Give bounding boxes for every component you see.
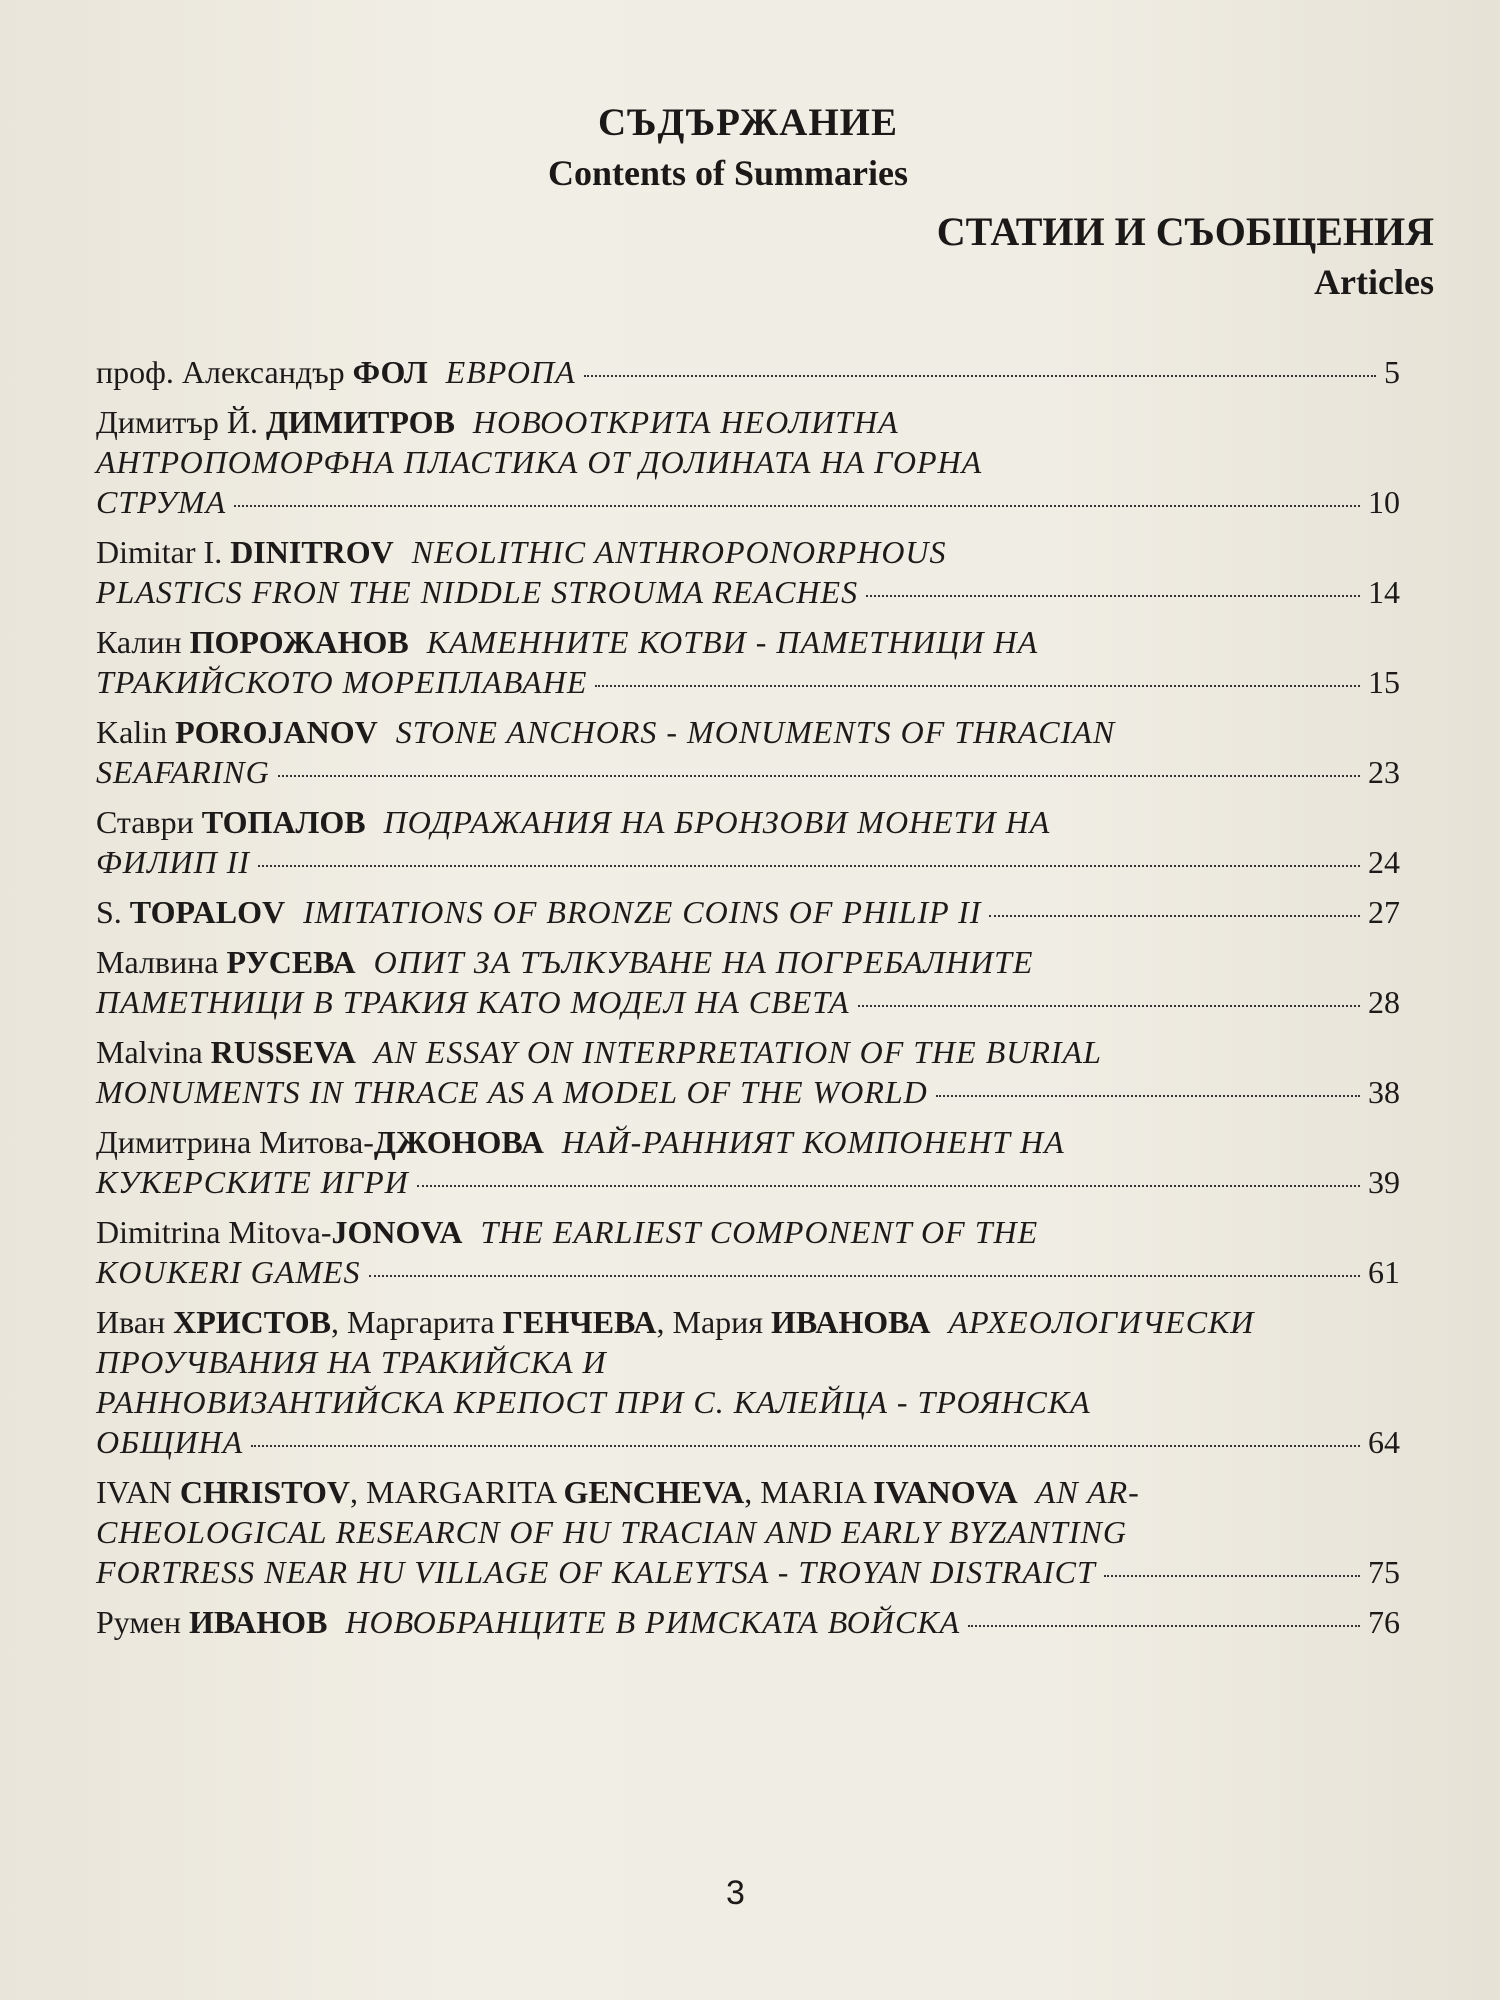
toc-entry	[96, 1122, 1400, 1202]
entry-first-line	[96, 942, 1400, 982]
entry-last-line	[96, 892, 1400, 932]
entry-page-number: 38	[1368, 1074, 1400, 1110]
entry-page-number: 61	[1368, 1254, 1400, 1290]
author-surname: ИВАНОВА	[770, 1304, 931, 1340]
author-surname: GENCHEVA	[563, 1474, 745, 1510]
entry-first-line	[96, 622, 1400, 662]
entry-title-line: НОВООТКРИТА НЕОЛИТНА	[472, 404, 899, 440]
author-surname: ДИМИТРОВ	[265, 404, 455, 440]
section-heading-english: Articles	[1314, 262, 1434, 302]
entry-last-line	[96, 482, 1400, 522]
entry-page-number: 64	[1368, 1424, 1400, 1460]
author-surname: ИВАНОВ	[188, 1604, 328, 1640]
author-surname: CHRISTOV	[179, 1474, 350, 1510]
dot-leader	[234, 505, 1360, 507]
entry-page-number: 28	[1368, 984, 1400, 1020]
entry-authors	[96, 714, 378, 750]
author-given-name: Калин	[96, 624, 190, 660]
author-surname: ПОРОЖАНОВ	[189, 624, 409, 660]
author-given-name: , Мария	[656, 1304, 771, 1340]
entry-title-line: КУКЕРСКИТЕ ИГРИ	[96, 1164, 409, 1200]
entry-page-number: 39	[1368, 1164, 1400, 1200]
entry-page-number: 24	[1368, 844, 1400, 880]
author-surname: ТОПАЛОВ	[201, 804, 366, 840]
entry-first-line	[96, 532, 1400, 572]
toc-entry	[96, 802, 1400, 882]
author-given-name: Kalin	[96, 714, 176, 750]
section-heading: СТАТИИ И СЪОБЩЕНИЯ	[936, 209, 1434, 254]
entry-title-line: STONE ANCHORS - MONUMENTS OF THRACIAN	[395, 714, 1116, 750]
contents-title: СЪДЪРЖАНИЕ	[598, 101, 899, 144]
entry-title-line: ОБЩИНА	[96, 1424, 244, 1460]
author-surname: ХРИСТОВ	[173, 1304, 331, 1340]
entry-authors	[96, 1474, 1018, 1510]
author-surname: JONOVA	[331, 1214, 463, 1250]
author-surname: ФОЛ	[352, 354, 428, 390]
entry-title: IMITATIONS OF BRONZE COINS OF PHILIP II	[303, 894, 982, 930]
entry-last-line	[96, 842, 1400, 882]
entry-last-line	[96, 352, 1400, 392]
page-number: 3	[726, 1874, 745, 1912]
entry-title-line: SEAFARING	[96, 754, 270, 790]
entry-page-number: 75	[1368, 1554, 1400, 1590]
entry-authors	[96, 404, 455, 440]
entry-authors	[96, 624, 409, 660]
entry-last-line	[96, 1422, 1400, 1462]
entry-last-line	[96, 1162, 1400, 1202]
entry-authors	[96, 894, 285, 930]
entry-authors	[96, 1304, 931, 1340]
dot-leader	[858, 1005, 1360, 1007]
entry-title-line: MONUMENTS IN THRACE AS A MODEL OF THE WORLD	[96, 1074, 928, 1110]
author-given-name: Малвина	[96, 944, 227, 980]
entry-page-number: 10	[1368, 484, 1400, 520]
author-given-name: IVAN	[96, 1474, 180, 1510]
author-surname: TOPALOV	[129, 894, 286, 930]
author-given-name: , MARIA	[744, 1474, 874, 1510]
toc-entry	[96, 352, 1400, 392]
entry-title-line: ОПИТ ЗА ТЪЛКУВАНЕ НА ПОГРЕБАЛНИТЕ	[373, 944, 1034, 980]
entry-page-number: 76	[1368, 1604, 1400, 1640]
author-surname: IVANOVA	[873, 1474, 1018, 1510]
toc-entry	[96, 1602, 1400, 1642]
author-given-name: , Маргарита	[330, 1304, 503, 1340]
entry-title-line: АНТРОПОМОРФНА ПЛАСТИКА ОТ ДОЛИНАТА НА ГОРНА	[96, 444, 983, 480]
author-surname: RUSSEVA	[210, 1034, 356, 1070]
dot-leader	[1104, 1575, 1360, 1577]
entry-authors	[96, 534, 394, 570]
entry-title-line: FORTRESS NEAR HU VILLAGE OF KALEYTSA - TROYAN DISTRAICT	[96, 1554, 1096, 1590]
entry-page-number: 27	[1368, 894, 1400, 930]
entry-title-line: ПАМЕТНИЦИ В ТРАКИЯ КАТО МОДЕЛ НА СВЕТА	[96, 984, 850, 1020]
dot-leader	[989, 915, 1360, 917]
dot-leader	[417, 1185, 1360, 1187]
entry-title-line: CHEOLOGICAL RESEARCN OF HU TRACIAN AND EARLY BYZANTING	[96, 1514, 1127, 1550]
entry-title: ЕВРОПА	[445, 354, 576, 390]
author-given-name: проф. Александър	[96, 354, 353, 390]
entry-first-line	[96, 1032, 1400, 1072]
contents-subtitle: Contents of Summaries	[548, 153, 908, 193]
author-given-name: Dimitar I.	[96, 534, 231, 570]
toc-entry	[96, 942, 1400, 1022]
toc-entry	[96, 532, 1400, 612]
entry-first-line	[96, 1122, 1400, 1162]
author-given-name: S.	[96, 894, 130, 930]
dot-leader	[968, 1625, 1360, 1627]
entry-first-line	[96, 1212, 1400, 1252]
author-surname: ГЕНЧЕВА	[502, 1304, 657, 1340]
entry-authors	[96, 1214, 463, 1250]
entry-last-line	[96, 982, 1400, 1022]
author-given-name: Димитър Й.	[96, 404, 266, 440]
entry-title-line: PLASTICS FRON THE NIDDLE STROUMA REACHES	[96, 574, 859, 610]
entry-title-line: АРХЕОЛОГИЧЕСКИ ПРОУЧВАНИЯ НА ТРАКИЙСКА И	[96, 1304, 1255, 1380]
entry-last-line	[96, 1252, 1400, 1292]
entry-first-line	[96, 402, 1400, 442]
entry-title-line: NEOLITHIC ANTHROPONORPHOUS	[411, 534, 947, 570]
entry-title-line: СТРУМА	[96, 484, 227, 520]
entry-authors	[96, 1034, 356, 1070]
dot-leader	[258, 865, 1360, 867]
entry-title-line: НАЙ-РАННИЯТ КОМПОНЕНТ НА	[561, 1124, 1065, 1160]
dot-leader	[584, 375, 1376, 377]
author-given-name: Ставри	[96, 804, 202, 840]
dot-leader	[251, 1445, 1360, 1447]
entry-first-line	[96, 1302, 1400, 1382]
author-surname: РУСЕВА	[226, 944, 356, 980]
entry-last-line	[96, 1072, 1400, 1112]
toc-entry	[96, 1302, 1400, 1462]
entry-last-line	[96, 662, 1400, 702]
dot-leader	[866, 595, 1360, 597]
dot-leader	[278, 775, 1360, 777]
entry-title-line: РАННОВИЗАНТИЙСКА КРЕПОСТ ПРИ С. КАЛЕЙЦА - ТРОЯНСКА	[96, 1384, 1091, 1420]
entry-authors	[96, 1124, 544, 1160]
author-given-name: Румен	[96, 1604, 189, 1640]
entry-page-number: 14	[1368, 574, 1400, 610]
entry-title-line: AN AR-	[1035, 1474, 1140, 1510]
entry-last-line	[96, 1602, 1400, 1642]
entry-title-line: KOUKERI GAMES	[96, 1254, 361, 1290]
author-surname: POROJANOV	[175, 714, 378, 750]
entry-last-line	[96, 572, 1400, 612]
toc-entry	[96, 402, 1400, 522]
entry-title-line: THE EARLIEST COMPONENT OF THE	[480, 1214, 1039, 1250]
table-of-contents	[96, 352, 1400, 1642]
entry-title-line: КАМЕННИТЕ КОТВИ - ПАМЕТНИЦИ НА	[426, 624, 1039, 660]
entry-title: НОВОБРАНЦИТЕ В РИМСКАТА ВОЙСКА	[345, 1604, 961, 1640]
entry-first-line	[96, 1472, 1400, 1512]
dot-leader	[369, 1275, 1360, 1277]
entry-last-line	[96, 1552, 1400, 1592]
entry-title-line: ПОДРАЖАНИЯ НА БРОНЗОВИ МОНЕТИ НА	[383, 804, 1051, 840]
author-given-name: , MARGARITA	[349, 1474, 564, 1510]
author-given-name: Dimitrina Mitova-	[96, 1214, 332, 1250]
entry-last-line	[96, 752, 1400, 792]
author-given-name: Malvina	[96, 1034, 211, 1070]
toc-entry	[96, 622, 1400, 702]
entry-title-line: ФИЛИП II	[96, 844, 251, 880]
entry-authors	[96, 1604, 327, 1640]
author-surname: ДЖОНОВА	[373, 1124, 544, 1160]
entry-title-line: ТРАКИЙСКОТО МОРЕПЛАВАНЕ	[96, 664, 588, 700]
entry-authors	[96, 804, 366, 840]
dot-leader	[595, 685, 1360, 687]
toc-entry	[96, 1032, 1400, 1112]
entry-page-number: 23	[1368, 754, 1400, 790]
entry-title-line: AN ESSAY ON INTERPRETATION OF THE BURIAL	[373, 1034, 1102, 1070]
toc-entry	[96, 712, 1400, 792]
author-given-name: Иван	[96, 1304, 174, 1340]
entry-authors	[96, 944, 356, 980]
dot-leader	[936, 1095, 1360, 1097]
entry-first-line	[96, 712, 1400, 752]
entry-page-number: 5	[1384, 354, 1400, 390]
entry-first-line	[96, 802, 1400, 842]
entry-page-number: 15	[1368, 664, 1400, 700]
toc-entry	[96, 1212, 1400, 1292]
author-surname: DINITROV	[230, 534, 394, 570]
entry-authors	[96, 354, 428, 390]
toc-entry	[96, 892, 1400, 932]
toc-entry	[96, 1472, 1400, 1592]
author-given-name: Димитрина Митова-	[96, 1124, 374, 1160]
